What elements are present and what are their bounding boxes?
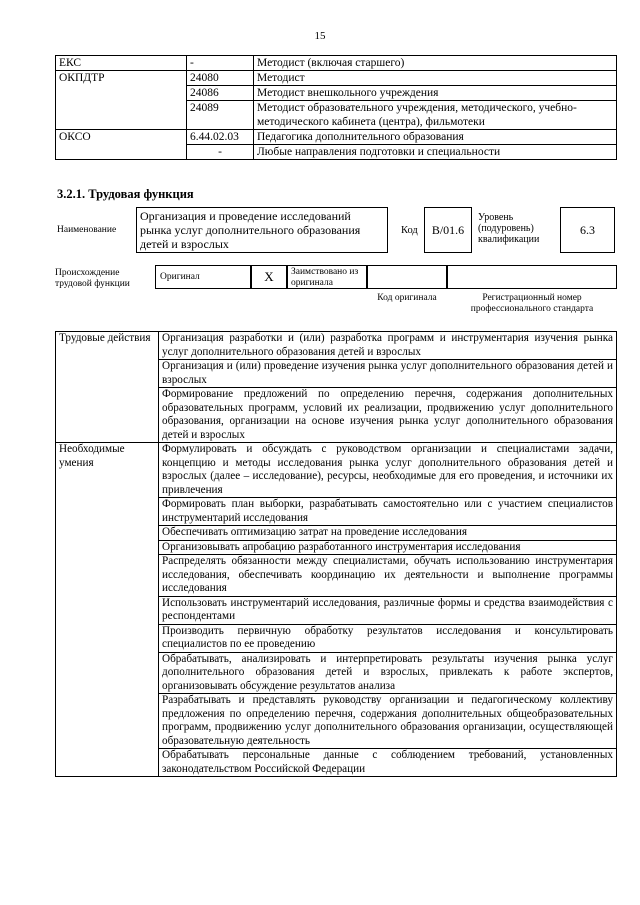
origin-mark: X [251, 265, 287, 289]
origin-original: Оригинал [155, 265, 251, 289]
action-item: Организация разработки и (или) разработка программ и инструментария изучения рынка услуг дополнительного образования детей и взрослых [159, 332, 617, 360]
name-label: Наименование [57, 225, 117, 235]
skill-item: Обрабатывать, анализировать и интерпретировать результаты изучения рынка услуг дополнительного образования детей и взрослых, привлекать к работе экспертов, организовывать обсуждение результатов анализа [159, 652, 617, 694]
table-row [56, 443, 617, 498]
function-code: В/01.6 [424, 207, 472, 253]
codes-code: 6.44.02.03 [187, 130, 254, 145]
codes-cat [56, 145, 187, 160]
action-item: Организация и (или) проведение изучения рынка услуг дополнительного образования детей и взрослых [159, 360, 617, 388]
skill-item: Организовывать апробацию разработанного инструментария исследования [159, 540, 617, 555]
action-item: Формирование предложений по определению перечня, содержания дополнительных образовательных программ, условий их реализации, продвижению услуг дополнительного образования, организации на основе изучения рынка услуг дополнительного образования детей и взрослых [159, 388, 617, 443]
skill-item: Разрабатывать и представлять руководству организации и педагогическому коллективу предложения по определению перечня, содержания дополнительных общеобразовательных программ, продвижению услуг дополнительного образования организации, осуществляющей образовательную деятельность [159, 694, 617, 749]
codes-name: Методист образовательного учреждения, методического, учебно-методического кабинета (центра), фильмотеки [254, 101, 617, 130]
origin-code-cell [367, 265, 447, 289]
function-level: 6.3 [560, 207, 615, 253]
origin-borrowed: Заимствовано из оригинала [287, 265, 367, 289]
codes-name: Методист (включая старшего) [254, 56, 617, 71]
actions-label: Трудовые действия [56, 332, 159, 443]
skill-item: Формулировать и обсуждать с руководством организации и специалистами задачи, концепцию и методы исследования рынка услуг дополнительного образования детей и взрослых (далее – исследование), ресурсы, необходимые для его проведения, и источники их привлечения [159, 443, 617, 498]
code-label: Код [401, 225, 418, 236]
codes-cat: ОКСО [56, 130, 187, 145]
table-row [56, 145, 617, 160]
codes-cat [56, 101, 187, 130]
section-title: 3.2.1. Трудовая функция [57, 187, 194, 201]
function-content-table [55, 331, 617, 777]
function-name: Организация и проведение исследований рынка услуг дополнительного образования детей и взрослых [136, 207, 388, 253]
origin-row [155, 265, 617, 289]
skill-item: Обрабатывать персональные данные с соблюдением требований, установленных законодательством Российской Федерации [159, 749, 617, 777]
skill-item: Обеспечивать оптимизацию затрат на проведение исследования [159, 526, 617, 541]
codes-cat [56, 86, 187, 101]
table-row [56, 130, 617, 145]
code-orig-label: Код оригинала [377, 293, 437, 303]
codes-name: Методист внешкольного учреждения [254, 86, 617, 101]
page-number: 15 [314, 30, 326, 42]
codes-code: 24086 [187, 86, 254, 101]
codes-cat: ЕКС [56, 56, 187, 71]
codes-table [55, 55, 617, 160]
codes-name: Любые направления подготовки и специальности [254, 145, 617, 160]
skills-label: Необходимые умения [56, 443, 159, 777]
codes-code: - [187, 145, 254, 160]
table-row [56, 86, 617, 101]
codes-cat: ОКПДТР [56, 71, 187, 86]
skill-item: Производить первичную обработку результатов исследования и консультировать специалистов по ее проведению [159, 624, 617, 652]
level-label: Уровень (подуровень) квалификации [478, 212, 540, 245]
skill-item: Распределять обязанности между специалистами, обучать использованию инструментария исследования, обеспечивать координацию их деятельности и выполнение программы исследования [159, 555, 617, 597]
codes-code: 24080 [187, 71, 254, 86]
origin-reg-cell [447, 265, 617, 289]
origin-label: Происхождение трудовой функции [55, 268, 130, 289]
table-row [56, 101, 617, 130]
codes-code: 24089 [187, 101, 254, 130]
table-row [56, 56, 617, 71]
reg-number-label: Регистрационный номер профессионального стандарта [470, 293, 594, 314]
table-row [56, 71, 617, 86]
skill-item: Использовать инструментарий исследования, различные формы и средства взаимодействия с респондентами [159, 596, 617, 624]
skill-item: Формировать план выборки, разрабатывать самостоятельно или с участием специалистов инструментарий исследования [159, 498, 617, 526]
codes-code: - [187, 56, 254, 71]
table-row [56, 332, 617, 360]
codes-name: Методист [254, 71, 617, 86]
codes-name: Педагогика дополнительного образования [254, 130, 617, 145]
